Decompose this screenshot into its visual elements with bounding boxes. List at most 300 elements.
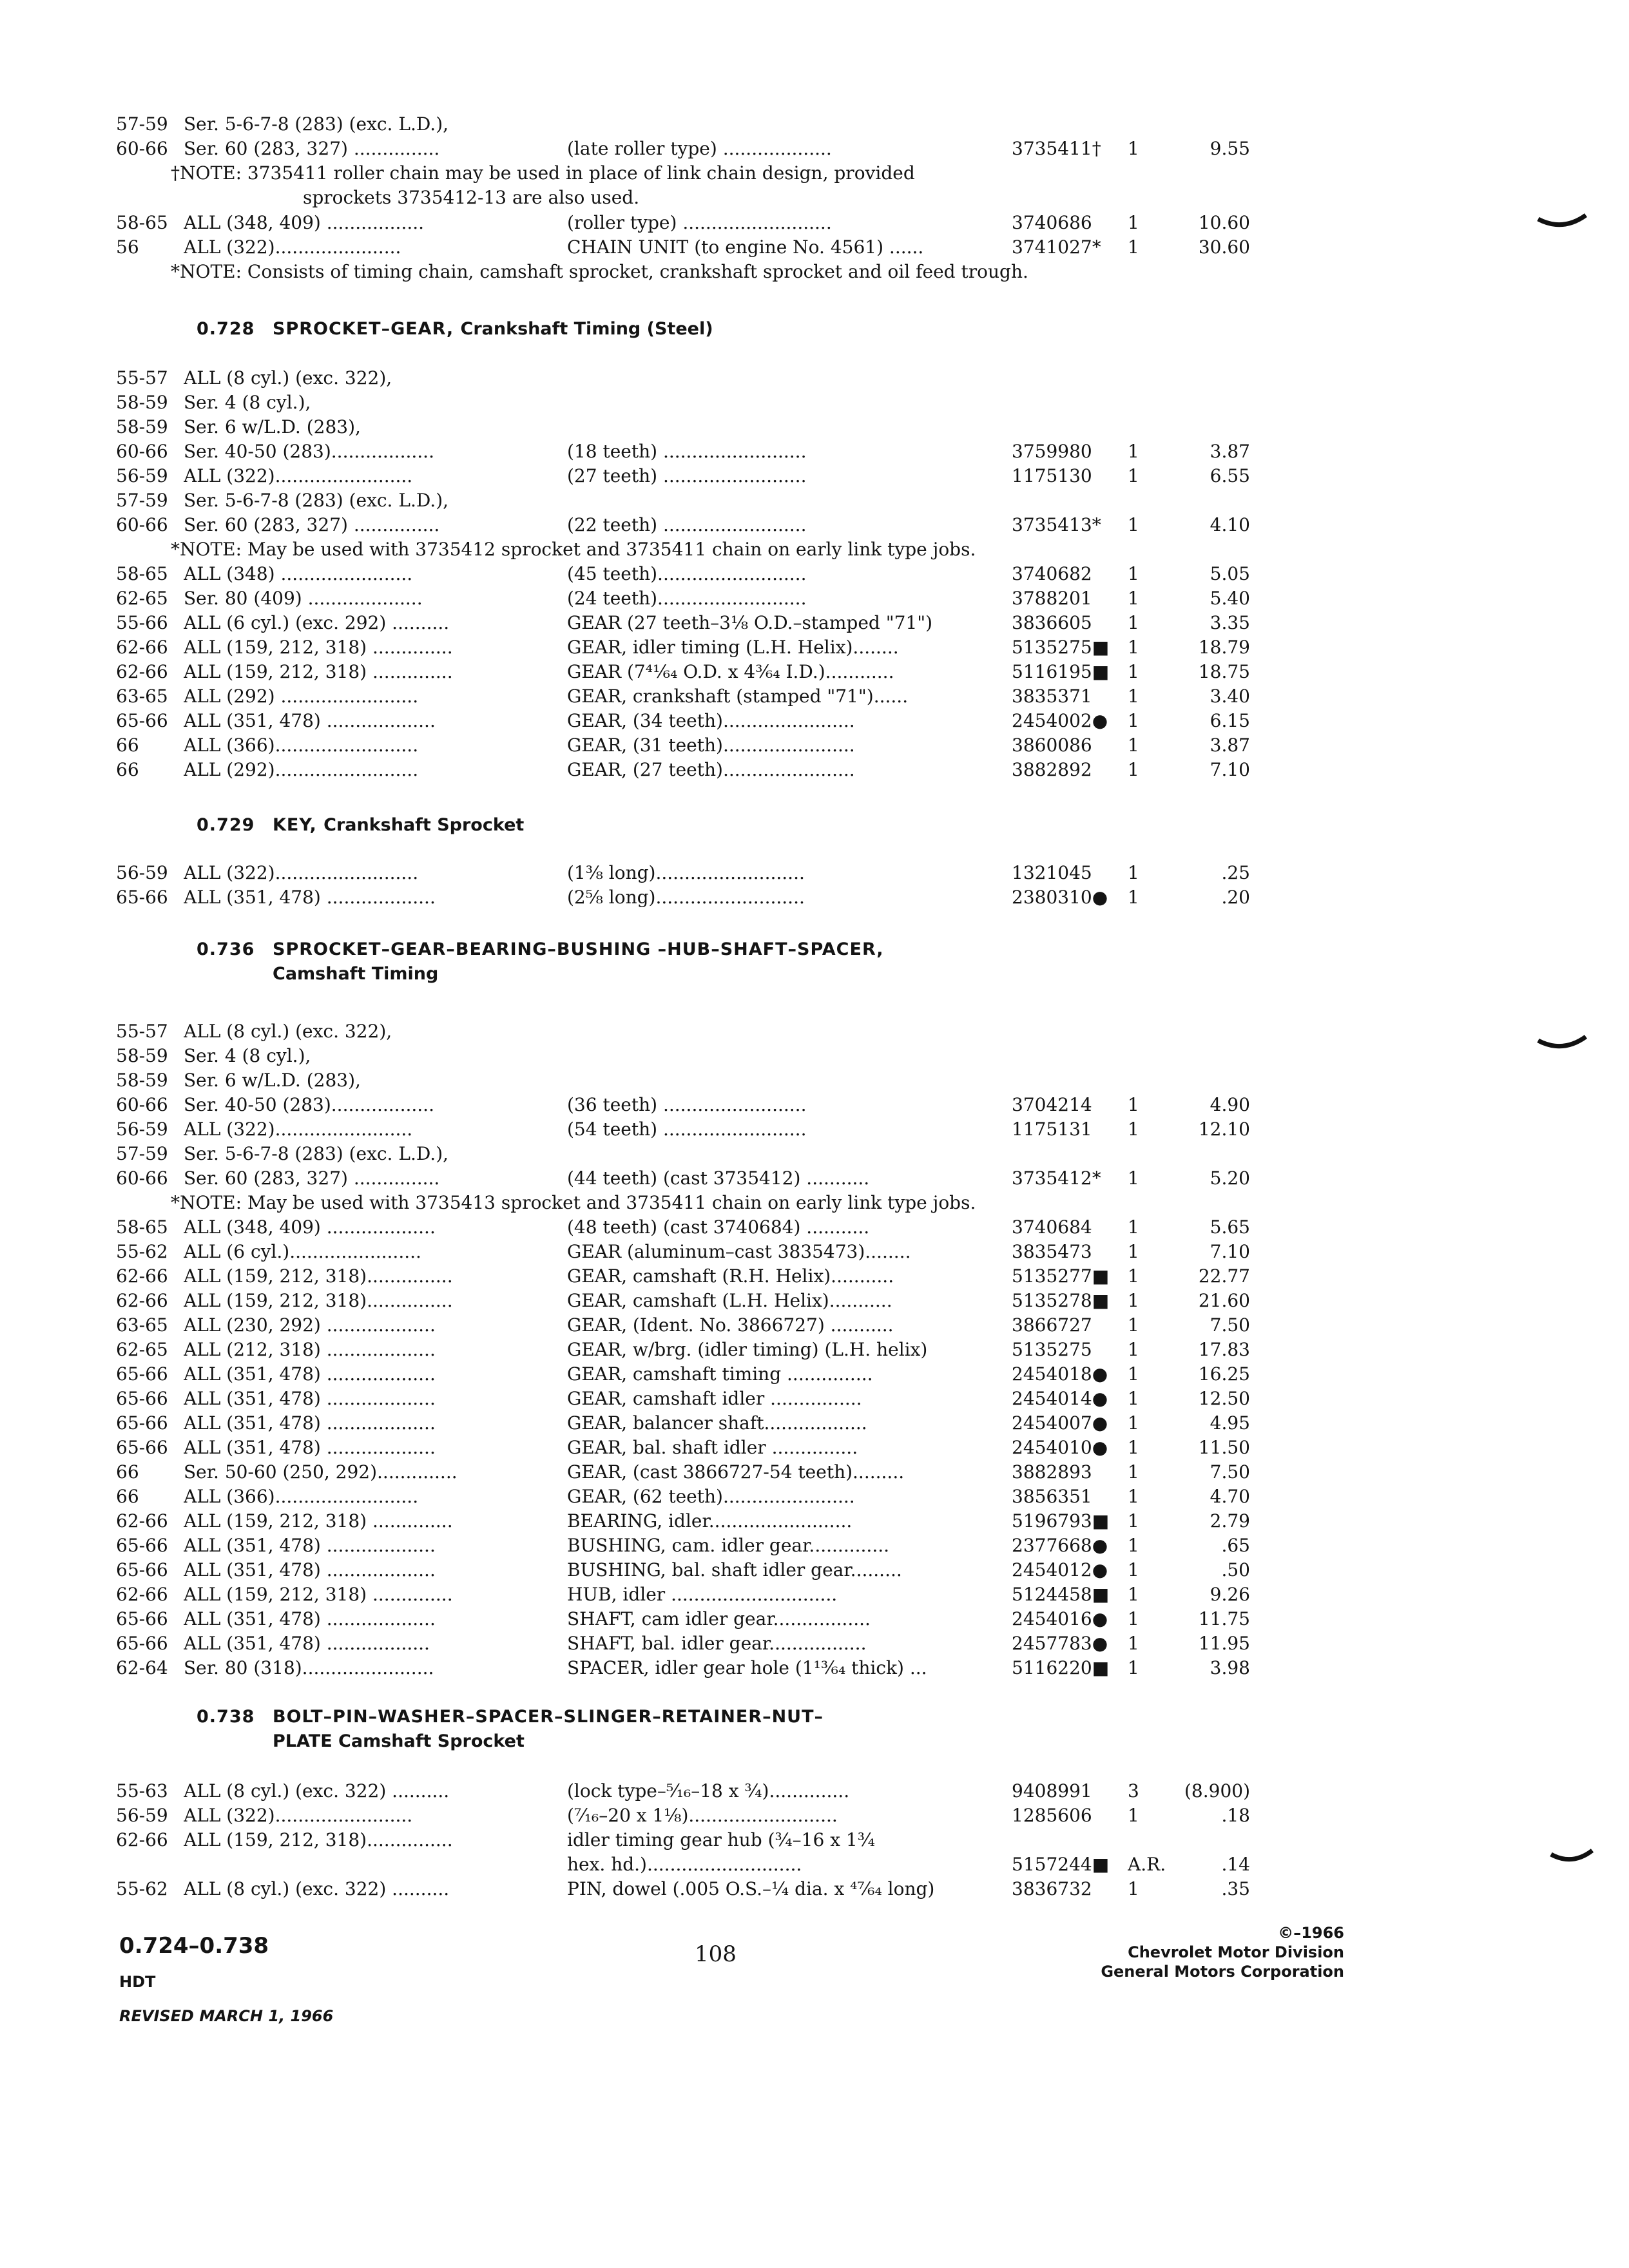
- row-price: 18.79: [1198, 637, 1250, 658]
- table-row: [0, 1852, 1629, 1877]
- row-part-number: 3882892: [1012, 759, 1092, 780]
- row-price: 6.15: [1210, 710, 1250, 731]
- row-years: 56-59: [116, 862, 168, 883]
- row-application: ALL (8 cyl.) (exc. 322),: [184, 367, 392, 389]
- row-price: 5.40: [1210, 588, 1250, 609]
- table-row: [0, 861, 1629, 885]
- row-description: (45 teeth)..........................: [567, 563, 807, 584]
- row-description: GEAR, idler timing (L.H. Helix)........: [567, 637, 899, 658]
- row-description: GEAR (aluminum–cast 3835473)........: [567, 1241, 911, 1262]
- table-row: [0, 1411, 1629, 1436]
- row-description: (2⅝ long)..........................: [567, 887, 805, 908]
- row-application: ALL (159, 212, 318) ..............: [184, 1584, 453, 1605]
- table-row: [0, 112, 1629, 137]
- table-row: [0, 1338, 1629, 1362]
- table-row: [0, 415, 1629, 439]
- row-part-number: 2454018●: [1012, 1363, 1108, 1385]
- row-application: ALL (6 cyl.) (exc. 292) ..........: [184, 612, 450, 633]
- row-application: ALL (351, 478) ...................: [184, 1388, 436, 1409]
- row-part-number: 3836732: [1012, 1878, 1092, 1899]
- row-part-number: 2454014●: [1012, 1388, 1108, 1409]
- row-application: ALL (292) ........................: [184, 686, 419, 707]
- row-application: ALL (292).........................: [184, 759, 419, 780]
- table-row: [0, 513, 1629, 537]
- row-application: ALL (351, 478) ...................: [184, 1535, 436, 1556]
- table-row: [0, 1877, 1629, 1901]
- table-row: [0, 660, 1629, 684]
- row-part-number: 3759980: [1012, 441, 1092, 462]
- row-quantity: 1: [1128, 1339, 1139, 1360]
- row-part-number: 1175131: [1012, 1119, 1092, 1140]
- page-number: 108: [695, 1941, 737, 1967]
- margin-mark-icon: [1550, 1848, 1595, 1867]
- table-row: [0, 885, 1629, 910]
- row-application: ALL (322)........................: [184, 1119, 413, 1140]
- row-part-number: 2457783●: [1012, 1633, 1108, 1654]
- row-application: Ser. 40-50 (283)..................: [184, 441, 434, 462]
- row-years: 65-66: [116, 1535, 168, 1556]
- row-application: ALL (8 cyl.) (exc. 322),: [184, 1021, 392, 1042]
- row-years: 57-59: [116, 1143, 168, 1164]
- row-price: 3.40: [1210, 686, 1250, 707]
- row-part-number: 3860086: [1012, 735, 1092, 756]
- row-part-number: 3741027*: [1012, 236, 1101, 258]
- row-quantity: 1: [1128, 710, 1139, 731]
- row-application: ALL (8 cyl.) (exc. 322) ..........: [184, 1878, 450, 1899]
- row-quantity: 1: [1128, 1412, 1139, 1434]
- table-row: [0, 1779, 1629, 1803]
- row-application: ALL (351, 478) ...................: [184, 1608, 436, 1629]
- row-part-number: 1321045: [1012, 862, 1092, 883]
- row-years: 58-65: [116, 1216, 168, 1238]
- row-price: 6.55: [1210, 465, 1250, 486]
- row-part-number: 3740686: [1012, 212, 1092, 233]
- note-text-continued: sprockets 3735412-13 are also used.: [303, 187, 640, 208]
- row-price: 7.50: [1210, 1314, 1250, 1336]
- row-description: hex. hd.)...........................: [567, 1854, 802, 1875]
- row-application: Ser. 6 w/L.D. (283),: [184, 416, 361, 437]
- row-description: GEAR (7⁴¹⁄₆₄ O.D. x 4³⁄₆₄ I.D.)............: [567, 661, 894, 682]
- row-quantity: 1: [1128, 1559, 1139, 1581]
- row-price: 4.10: [1210, 514, 1250, 535]
- row-part-number: 1175130: [1012, 465, 1092, 486]
- row-years: 62-65: [116, 1339, 168, 1360]
- row-part-number: 3740682: [1012, 563, 1092, 584]
- row-application: ALL (322)........................: [184, 1805, 413, 1826]
- section-subtitle: Crankshaft Timing (Steel): [460, 319, 713, 339]
- row-description: (1⅜ long)..........................: [567, 862, 805, 883]
- table-row: [0, 366, 1629, 390]
- row-application: ALL (351, 478) ...................: [184, 1363, 436, 1385]
- row-quantity: 1: [1128, 588, 1139, 609]
- note-text: *NOTE: May be used with 3735413 sprocket and 3735411 chain on early link type jobs.: [171, 1192, 976, 1213]
- table-row: [0, 235, 1629, 260]
- row-years: 62-66: [116, 1510, 168, 1532]
- row-description: PIN, dowel (.005 O.S.–¼ dia. x ⁴⁷⁄₆₄ long): [567, 1878, 935, 1899]
- row-price: 21.60: [1198, 1290, 1250, 1311]
- row-quantity: 1: [1128, 1633, 1139, 1654]
- row-years: 60-66: [116, 1168, 168, 1189]
- row-part-number: 5157244■: [1012, 1854, 1110, 1875]
- row-years: 58-59: [116, 392, 168, 413]
- copyright: ©–1966: [1278, 1924, 1344, 1942]
- row-years: 55-62: [116, 1878, 168, 1899]
- row-quantity: 1: [1128, 1094, 1139, 1115]
- row-price: 3.87: [1210, 441, 1250, 462]
- row-quantity: 1: [1128, 686, 1139, 707]
- row-part-number: 3740684: [1012, 1216, 1092, 1238]
- row-part-number: 3735413*: [1012, 514, 1101, 535]
- row-years: 66: [116, 1461, 139, 1483]
- row-application: Ser. 4 (8 cyl.),: [184, 392, 311, 413]
- row-years: 62-65: [116, 588, 168, 609]
- row-years: 65-66: [116, 1633, 168, 1654]
- table-row: [0, 1558, 1629, 1582]
- row-years: 62-66: [116, 661, 168, 682]
- row-price: 9.26: [1210, 1584, 1250, 1605]
- row-quantity: 1: [1128, 1119, 1139, 1140]
- row-application: Ser. 60 (283, 327) ...............: [184, 514, 440, 535]
- section-title: BOLT–PIN–WASHER–SPACER–SLINGER–RETAINER–NUT–: [273, 1707, 824, 1727]
- row-price: 4.90: [1210, 1094, 1250, 1115]
- row-price: 5.20: [1210, 1168, 1250, 1189]
- note-text: *NOTE: Consists of timing chain, camshaft sprocket, crankshaft sprocket and oil feed trough.: [171, 261, 1028, 282]
- row-years: 65-66: [116, 1363, 168, 1385]
- row-application: Ser. 5-6-7-8 (283) (exc. L.D.),: [184, 490, 449, 511]
- table-row: [0, 1387, 1629, 1411]
- row-years: 60-66: [116, 138, 168, 159]
- row-part-number: 2377668●: [1012, 1535, 1108, 1556]
- row-description: SHAFT, cam idler gear.................: [567, 1608, 871, 1629]
- row-price: 7.10: [1210, 1241, 1250, 1262]
- table-row: [0, 211, 1629, 235]
- table-row: [0, 1117, 1629, 1142]
- table-row: [0, 1019, 1629, 1044]
- table-row: [0, 1460, 1629, 1485]
- row-description: (24 teeth)..........................: [567, 588, 807, 609]
- row-quantity: 1: [1128, 1388, 1139, 1409]
- row-quantity: 1: [1128, 1216, 1139, 1238]
- row-years: 58-65: [116, 563, 168, 584]
- section-number: 0.729: [197, 815, 255, 835]
- row-quantity: 1: [1128, 236, 1139, 258]
- row-years: 63-65: [116, 1314, 168, 1336]
- row-quantity: 1: [1128, 1805, 1139, 1826]
- row-application: ALL (212, 318) ...................: [184, 1339, 436, 1360]
- table-row: [0, 1509, 1629, 1533]
- row-price: 9.55: [1210, 138, 1250, 159]
- row-application: ALL (6 cyl.).......................: [184, 1241, 421, 1262]
- row-price: 3.87: [1210, 735, 1250, 756]
- section-number: 0.738: [197, 1707, 255, 1727]
- row-years: 65-66: [116, 1412, 168, 1434]
- row-years: 56-59: [116, 465, 168, 486]
- row-part-number: 5124458■: [1012, 1584, 1110, 1605]
- row-quantity: 1: [1128, 441, 1139, 462]
- table-row: [0, 1044, 1629, 1068]
- row-quantity: A.R.: [1128, 1854, 1166, 1875]
- row-application: Ser. 6 w/L.D. (283),: [184, 1070, 361, 1091]
- table-row: [0, 1607, 1629, 1631]
- row-part-number: 3882893: [1012, 1461, 1092, 1483]
- row-years: 63-65: [116, 686, 168, 707]
- table-row: [0, 758, 1629, 782]
- row-years: 65-66: [116, 1437, 168, 1458]
- row-description: GEAR, (Ident. No. 3866727) ...........: [567, 1314, 894, 1336]
- row-price: 12.10: [1198, 1119, 1250, 1140]
- row-quantity: 1: [1128, 465, 1139, 486]
- row-description: (late roller type) ...................: [567, 138, 832, 159]
- table-row: [0, 635, 1629, 660]
- row-years: 55-62: [116, 1241, 168, 1262]
- row-description: GEAR, crankshaft (stamped "71")......: [567, 686, 909, 707]
- row-years: 62-66: [116, 637, 168, 658]
- row-part-number: 3735411†: [1012, 138, 1101, 159]
- margin-mark-icon: [1537, 1034, 1588, 1053]
- table-row: [0, 1828, 1629, 1852]
- row-quantity: 1: [1128, 1878, 1139, 1899]
- row-part-number: 3835473: [1012, 1241, 1092, 1262]
- row-description: idler timing gear hub (¾–16 x 1¾: [567, 1829, 875, 1850]
- revision-date: REVISED MARCH 1, 1966: [119, 2007, 334, 2025]
- table-row: [0, 464, 1629, 488]
- row-application: ALL (159, 212, 318)...............: [184, 1265, 453, 1287]
- row-description: (54 teeth) .........................: [567, 1119, 807, 1140]
- row-application: Ser. 60 (283, 327) ...............: [184, 1168, 440, 1189]
- row-application: ALL (8 cyl.) (exc. 322) ..........: [184, 1780, 450, 1802]
- row-part-number: 2454002●: [1012, 710, 1108, 731]
- row-years: 60-66: [116, 1094, 168, 1115]
- row-application: ALL (366).........................: [184, 735, 419, 756]
- row-part-number: 5116220■: [1012, 1657, 1110, 1678]
- row-years: 66: [116, 735, 139, 756]
- row-price: 11.75: [1198, 1608, 1250, 1629]
- row-quantity: 1: [1128, 1241, 1139, 1262]
- row-price: 10.60: [1198, 212, 1250, 233]
- row-part-number: 5135275■: [1012, 637, 1110, 658]
- table-row: [0, 1215, 1629, 1240]
- row-years: 65-66: [116, 1559, 168, 1581]
- row-years: 60-66: [116, 514, 168, 535]
- row-application: Ser. 50-60 (250, 292)..............: [184, 1461, 458, 1483]
- row-price: .18: [1221, 1805, 1250, 1826]
- table-row: [0, 611, 1629, 635]
- row-description: (18 teeth) .........................: [567, 441, 807, 462]
- row-price: 18.75: [1198, 661, 1250, 682]
- section-heading: [197, 813, 524, 838]
- row-application: ALL (322)........................: [184, 465, 413, 486]
- row-price: .14: [1221, 1854, 1250, 1875]
- table-row: [0, 684, 1629, 709]
- row-price: .65: [1221, 1535, 1250, 1556]
- row-years: 62-66: [116, 1584, 168, 1605]
- section-subtitle: PLATE Camshaft Sprocket: [273, 1731, 525, 1751]
- row-quantity: 1: [1128, 563, 1139, 584]
- row-description: (22 teeth) .........................: [567, 514, 807, 535]
- row-price: (8.900): [1184, 1780, 1250, 1802]
- row-years: 58-59: [116, 1045, 168, 1066]
- row-quantity: 1: [1128, 1657, 1139, 1678]
- row-description: BEARING, idler.........................: [567, 1510, 853, 1532]
- row-description: (44 teeth) (cast 3735412) ...........: [567, 1168, 870, 1189]
- row-part-number: 2380310●: [1012, 887, 1108, 908]
- table-row: [0, 1166, 1629, 1191]
- row-part-number: 2454010●: [1012, 1437, 1108, 1458]
- row-description: GEAR, w/brg. (idler timing) (L.H. helix): [567, 1339, 928, 1360]
- table-row: [0, 1313, 1629, 1338]
- row-part-number: 3704214: [1012, 1094, 1092, 1115]
- table-row: [0, 1631, 1629, 1656]
- row-description: GEAR, (34 teeth).......................: [567, 710, 855, 731]
- row-application: Ser. 80 (409) ....................: [184, 588, 423, 609]
- row-application: Ser. 80 (318).......................: [184, 1657, 434, 1678]
- row-quantity: 1: [1128, 138, 1139, 159]
- row-quantity: 1: [1128, 1265, 1139, 1287]
- group-range: 0.724–0.738: [119, 1933, 269, 1959]
- row-years: 60-66: [116, 441, 168, 462]
- table-row: [0, 733, 1629, 758]
- row-part-number: 2454007●: [1012, 1412, 1108, 1434]
- row-description: GEAR, camshaft timing ...............: [567, 1363, 873, 1385]
- row-description: GEAR, camshaft (R.H. Helix)...........: [567, 1265, 894, 1287]
- row-application: ALL (366).........................: [184, 1486, 419, 1507]
- row-years: 56-59: [116, 1119, 168, 1140]
- section-heading: [197, 937, 884, 962]
- row-part-number: 5196793■: [1012, 1510, 1110, 1532]
- row-description: GEAR, balancer shaft..................: [567, 1412, 867, 1434]
- row-application: ALL (348, 409) ...................: [184, 1216, 436, 1238]
- row-description: GEAR, camshaft idler ................: [567, 1388, 862, 1409]
- row-description: (48 teeth) (cast 3740684) ...........: [567, 1216, 870, 1238]
- row-description: SPACER, idler gear hole (1¹³⁄₆₄ thick) ...: [567, 1657, 927, 1678]
- row-part-number: 2454012●: [1012, 1559, 1108, 1581]
- row-price: 4.70: [1210, 1486, 1250, 1507]
- row-description: BUSHING, cam. idler gear..............: [567, 1535, 890, 1556]
- row-application: ALL (351, 478) ...................: [184, 1559, 436, 1581]
- row-quantity: 1: [1128, 1290, 1139, 1311]
- row-quantity: 1: [1128, 661, 1139, 682]
- row-part-number: 3788201: [1012, 588, 1092, 609]
- table-row: [0, 137, 1629, 161]
- table-row: [0, 562, 1629, 586]
- row-price: 3.98: [1210, 1657, 1250, 1678]
- row-part-number: 5135277■: [1012, 1265, 1110, 1287]
- row-price: 12.50: [1198, 1388, 1250, 1409]
- row-description: GEAR, (cast 3866727-54 teeth).........: [567, 1461, 905, 1483]
- table-row: [0, 1289, 1629, 1313]
- row-price: 5.05: [1210, 563, 1250, 584]
- corporation-name: General Motors Corporation: [1101, 1963, 1344, 1981]
- row-price: 17.83: [1198, 1339, 1250, 1360]
- row-quantity: 1: [1128, 212, 1139, 233]
- row-years: 58-59: [116, 416, 168, 437]
- row-description: HUB, idler .............................: [567, 1584, 838, 1605]
- row-part-number: 3856351: [1012, 1486, 1092, 1507]
- note-text: †NOTE: 3735411 roller chain may be used in place of link chain design, provided: [171, 162, 915, 184]
- row-description: GEAR, (27 teeth).......................: [567, 759, 855, 780]
- row-price: 5.65: [1210, 1216, 1250, 1238]
- row-application: ALL (351, 478) ...................: [184, 887, 436, 908]
- table-row: [0, 1656, 1629, 1680]
- row-years: 66: [116, 1486, 139, 1507]
- row-years: 65-66: [116, 1388, 168, 1409]
- table-row: [0, 439, 1629, 464]
- row-application: Ser. 40-50 (283)..................: [184, 1094, 434, 1115]
- row-description: (⁷⁄₁₆–20 x 1⅛)..........................: [567, 1805, 838, 1826]
- row-quantity: 1: [1128, 1437, 1139, 1458]
- row-price: .35: [1221, 1878, 1250, 1899]
- row-price: 30.60: [1198, 236, 1250, 258]
- table-row: [0, 1264, 1629, 1289]
- row-application: Ser. 5-6-7-8 (283) (exc. L.D.),: [184, 113, 449, 135]
- row-years: 65-66: [116, 887, 168, 908]
- row-years: 62-64: [116, 1657, 168, 1678]
- row-price: .25: [1221, 862, 1250, 883]
- row-years: 55-57: [116, 367, 168, 389]
- row-years: 58-65: [116, 212, 168, 233]
- row-years: 56: [116, 236, 139, 258]
- row-quantity: 1: [1128, 637, 1139, 658]
- row-price: 11.50: [1198, 1437, 1250, 1458]
- table-row: [0, 1582, 1629, 1607]
- row-years: 58-59: [116, 1070, 168, 1091]
- row-description: GEAR, (62 teeth).......................: [567, 1486, 855, 1507]
- table-row: [0, 709, 1629, 733]
- row-years: 66: [116, 759, 139, 780]
- row-application: Ser. 60 (283, 327) ...............: [184, 138, 440, 159]
- section-title: KEY,: [273, 815, 317, 835]
- row-description: SHAFT, bal. idler gear.................: [567, 1633, 867, 1654]
- table-row: [0, 1362, 1629, 1387]
- table-row: [0, 1068, 1629, 1093]
- row-quantity: 3: [1128, 1780, 1139, 1802]
- row-part-number: 3735412*: [1012, 1168, 1101, 1189]
- row-part-number: 2454016●: [1012, 1608, 1108, 1629]
- row-price: .50: [1221, 1559, 1250, 1581]
- row-description: (27 teeth) .........................: [567, 465, 807, 486]
- row-years: 62-66: [116, 1829, 168, 1850]
- row-price: 7.50: [1210, 1461, 1250, 1483]
- row-application: ALL (322).........................: [184, 862, 419, 883]
- table-row: [0, 586, 1629, 611]
- row-quantity: 1: [1128, 1608, 1139, 1629]
- row-price: 7.10: [1210, 759, 1250, 780]
- section-heading: [197, 1705, 824, 1729]
- row-years: 55-57: [116, 1021, 168, 1042]
- row-part-number: 5135275: [1012, 1339, 1092, 1360]
- row-years: 55-66: [116, 612, 168, 633]
- row-description: GEAR, (31 teeth).......................: [567, 735, 855, 756]
- table-row: [0, 1240, 1629, 1264]
- row-part-number: 5135278■: [1012, 1290, 1110, 1311]
- row-description: BUSHING, bal. shaft idler gear.........: [567, 1559, 902, 1581]
- row-years: 57-59: [116, 490, 168, 511]
- row-application: ALL (351, 478) ...................: [184, 710, 436, 731]
- row-part-number: 3835371: [1012, 686, 1092, 707]
- row-years: 62-66: [116, 1265, 168, 1287]
- section-number: 0.728: [197, 319, 255, 339]
- row-part-number: 1285606: [1012, 1805, 1092, 1826]
- row-description: CHAIN UNIT (to engine No. 4561) ......: [567, 236, 924, 258]
- table-row: [0, 1533, 1629, 1558]
- row-quantity: 1: [1128, 887, 1139, 908]
- row-price: 11.95: [1198, 1633, 1250, 1654]
- row-price: 4.95: [1210, 1412, 1250, 1434]
- row-description: GEAR (27 teeth–3⅛ O.D.–stamped "71"): [567, 612, 933, 633]
- section-number: 0.736: [197, 939, 255, 959]
- row-price: 16.25: [1198, 1363, 1250, 1385]
- table-row: [0, 1803, 1629, 1828]
